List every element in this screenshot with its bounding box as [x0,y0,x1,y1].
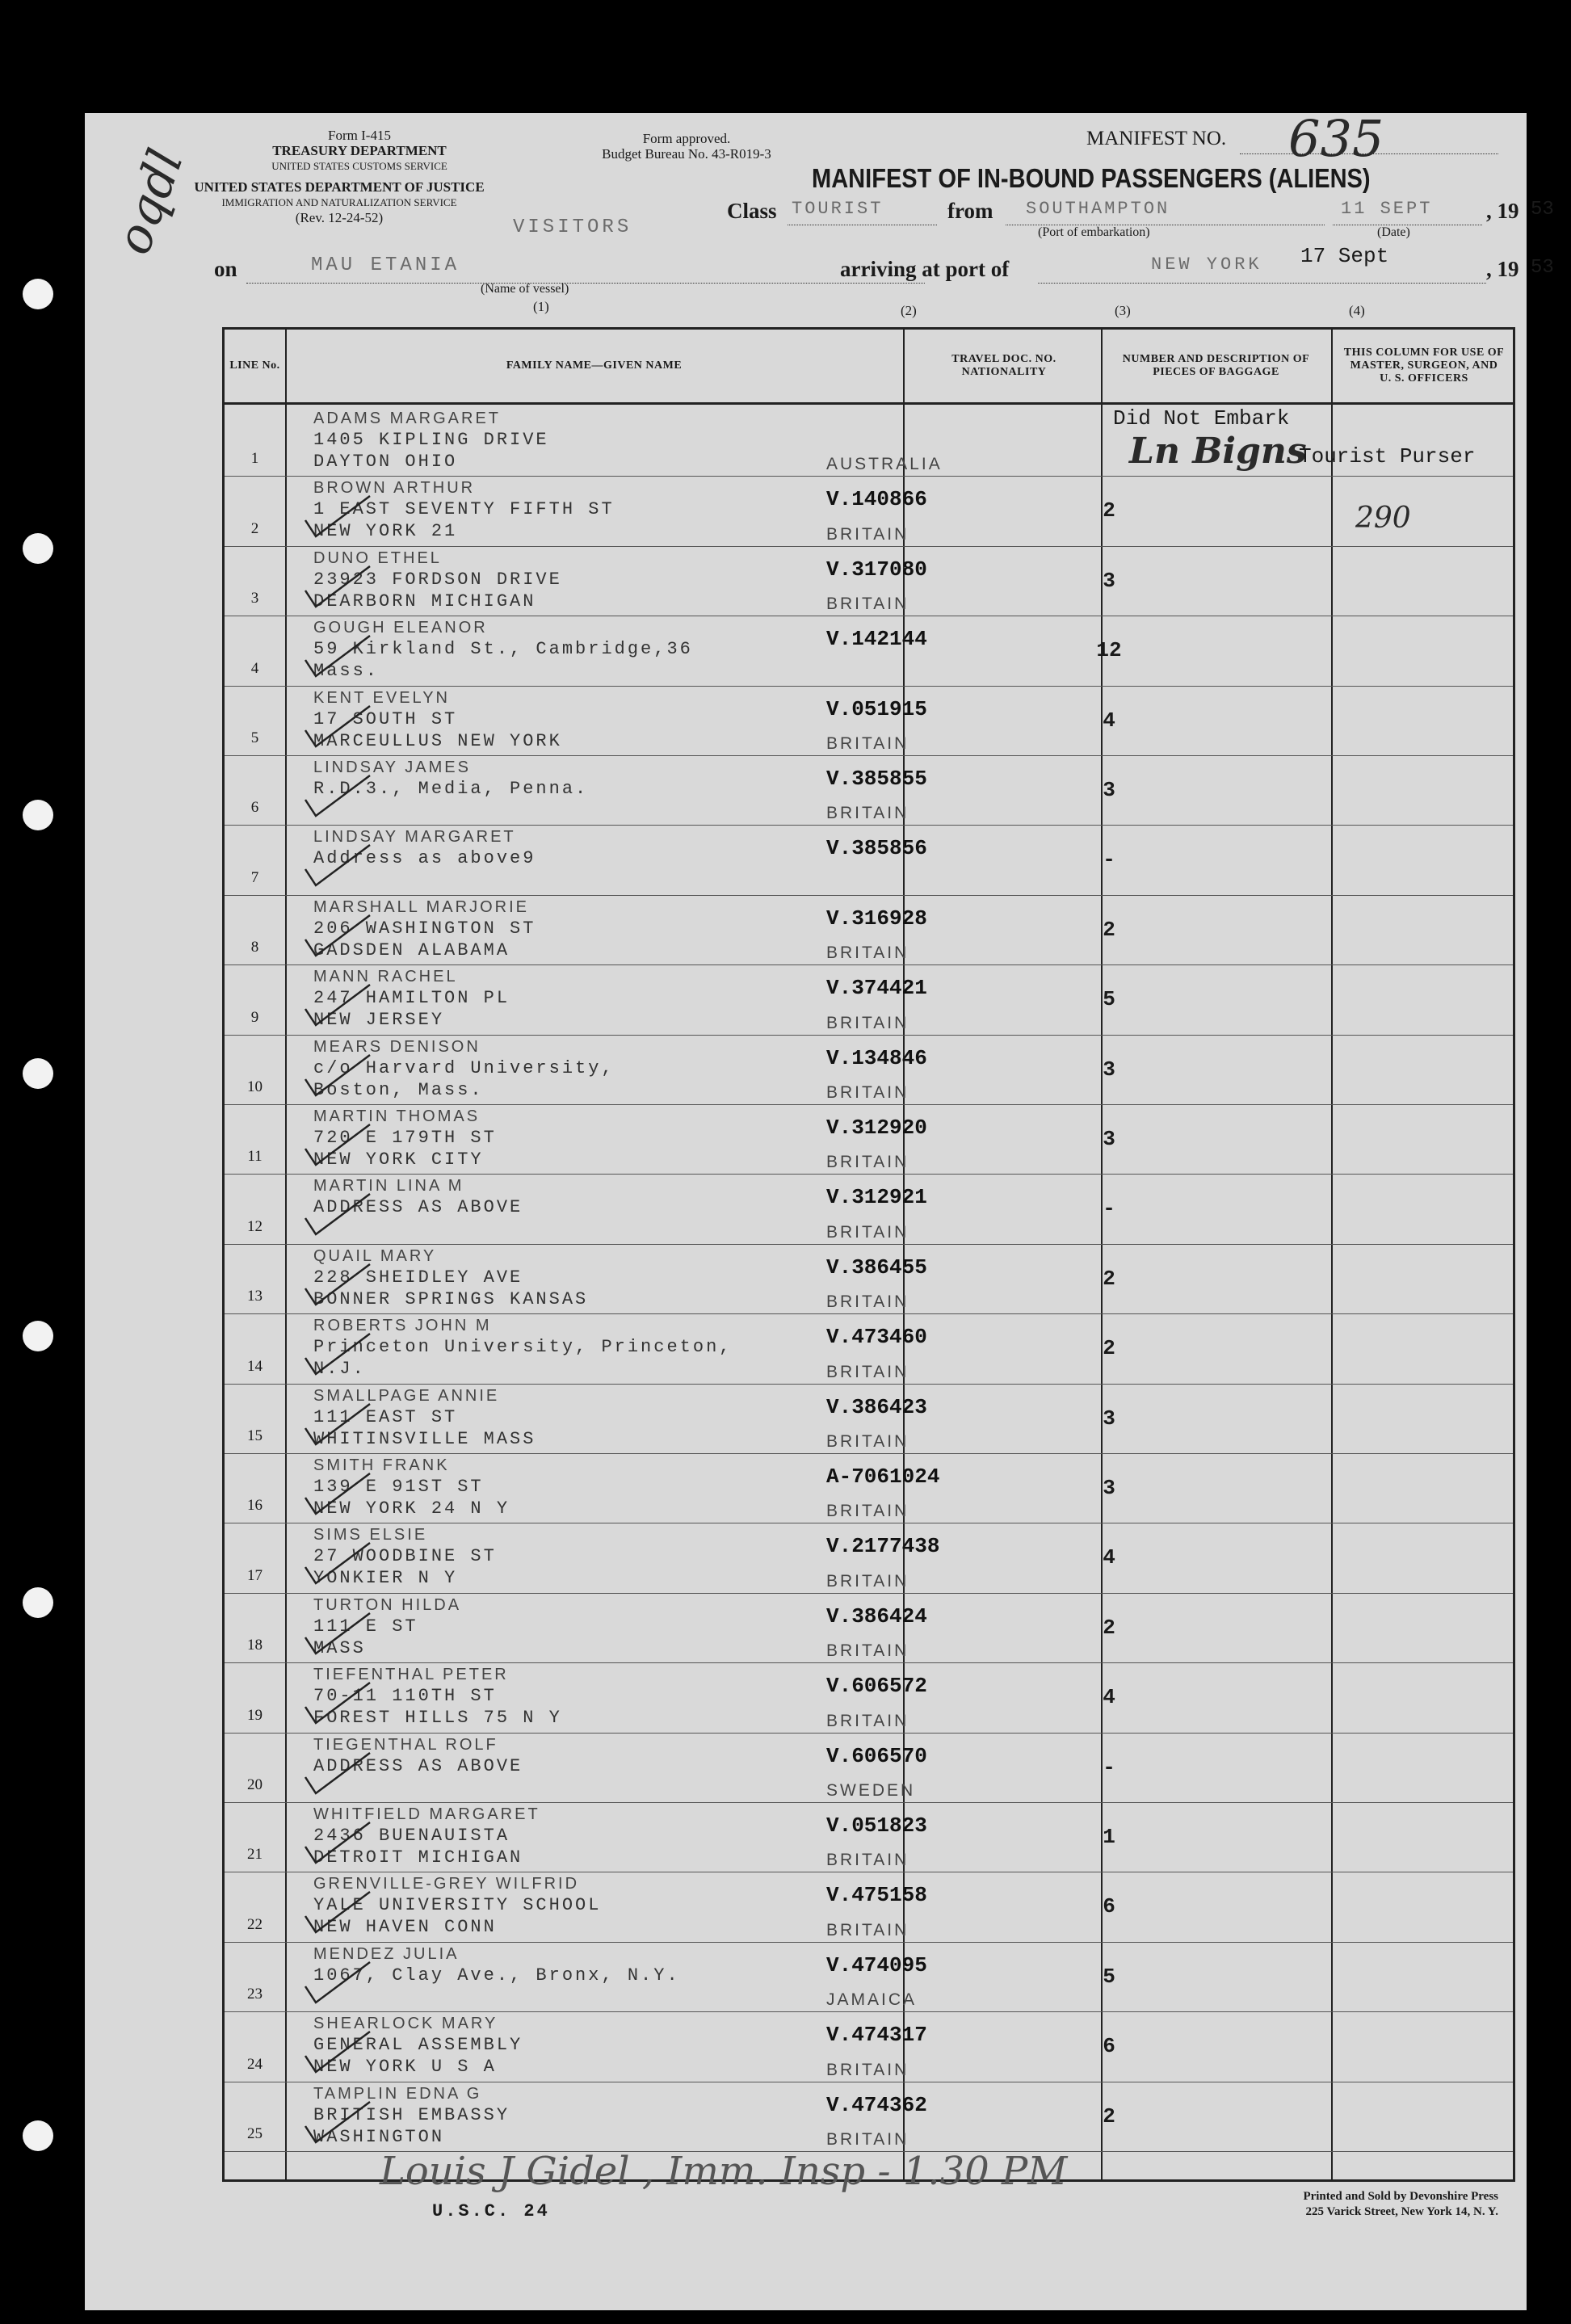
row-family-name: ADAMS MARGARET [313,410,502,427]
row-baggage: 2 [1103,1266,1115,1291]
binder-hole [23,2120,53,2151]
visitors-label: VISITORS [513,216,632,238]
check-mark-icon [301,1260,374,1309]
row-family-name: QUAIL MARY [313,1246,437,1265]
form-approved: Form approved. [642,131,731,146]
row-nationality: BRITAIN [826,1711,909,1730]
row-address: R.D.3., Media, Penna. [313,779,589,799]
row-address: 1 EAST SEVENTY FIFTH ST NEW YORK 21 [313,499,615,542]
row-line-number: 22 [247,1915,263,1933]
printer-line2: 225 Varick Street, New York 14, N. Y. [1305,2205,1498,2218]
row-address: Address as above9 [313,848,536,869]
row-baggage: 2 [1103,498,1115,523]
row-baggage: 2 [1103,917,1115,942]
row-travel-doc: V.316928 [826,906,927,931]
row-travel-doc: V.134846 [826,1045,927,1070]
col-number-3: (3) [1115,303,1131,318]
customs-service: UNITED STATES CUSTOMS SERVICE [271,160,447,172]
row-baggage: 5 [1103,1964,1115,1989]
binder-hole [23,800,53,830]
row-nationality: BRITAIN [826,595,909,614]
row-travel-doc: V.051915 [826,696,927,721]
row-line-number: 21 [247,1846,263,1864]
header-travel-doc: TRAVEL DOC. NO. NATIONALITY [951,353,1056,378]
row-address: 206 WASHINGTON ST GADSDEN ALABAMA [313,918,536,960]
manifest-no-label: MANIFEST NO. [1086,128,1227,149]
binder-hole [23,279,53,309]
row-baggage: - [1103,1196,1115,1221]
row-travel-doc: V.312920 [826,1116,927,1140]
arriving-label: arriving at port of [840,257,1010,281]
table-row [225,1453,1513,1523]
row-nationality: BRITAIN [826,943,909,963]
class-label: Class [727,199,777,223]
row-family-name: DUNO ETHEL [313,548,442,567]
row-nationality: BRITAIN [826,524,909,544]
row-nationality: BRITAIN [826,2129,909,2149]
row-nationality: BRITAIN [826,1502,909,1521]
row-address: 1405 KIPLING DRIVE DAYTON OHIO [313,430,549,472]
from-value: SOUTHAMPTON [1026,199,1170,219]
row-nationality: BRITAIN [826,1920,909,1939]
check-mark-icon [301,1609,374,1658]
row-family-name: TIEFENTHAL PETER [313,1666,509,1684]
col-number-2: (2) [901,303,917,318]
check-mark-icon [301,1679,374,1727]
row-line-number: 9 [250,1008,259,1026]
row-family-name: LINDSAY MARGARET [313,828,516,847]
row-travel-doc: V.606572 [826,1674,927,1699]
table-row [225,1662,1513,1732]
row-travel-doc: V.386423 [826,1394,927,1419]
table-row [225,476,1513,545]
check-mark-icon [301,981,374,1029]
row-address: 23923 FORDSON DRIVE DEARBORN MICHIGAN [313,569,562,611]
row-address: GENERAL ASSEMBLY NEW YORK U S A [313,2035,523,2078]
date-value: 11 SEPT [1341,199,1433,219]
row-family-name: SMITH FRANK [313,1456,450,1474]
row-travel-doc: V.386424 [826,1603,927,1628]
table-row [225,1802,1513,1872]
row-address: BRITISH EMBASSY WASHINGTON [313,2104,510,2147]
check-mark-icon [301,1051,374,1099]
row-address: 59 Kirkland St., Cambridge,36 Mass. [313,639,693,682]
row-nationality: BRITAIN [826,1082,909,1102]
row-address: 720 E 179TH ST NEW YORK CITY [313,1128,497,1170]
usc-number: U.S.C. 24 [432,2201,550,2221]
binder-hole [23,1058,53,1089]
row-baggage: 4 [1103,708,1115,733]
row-line-number: 11 [247,1148,263,1166]
table-row [225,1384,1513,1453]
check-mark-icon [301,702,374,750]
header-divider [225,402,1513,405]
row-baggage: 1 [1103,1825,1115,1849]
row-travel-doc: V.606570 [826,1743,927,1768]
row-nationality: BRITAIN [826,1362,909,1381]
row-line-number: 2 [250,519,259,537]
budget-info [569,131,804,162]
check-mark-icon [301,1120,374,1169]
row-line-number: 1 [250,450,259,468]
check-mark-icon [301,492,374,540]
row-line-number: 25 [247,2124,263,2142]
row-family-name: KENT EVELYN [313,688,450,707]
row-address: 111 E ST MASS [313,1616,418,1658]
row-line-number: 19 [247,1706,263,1724]
row-nationality: BRITAIN [826,1153,909,1172]
header-family-name: FAMILY NAME—GIVEN NAME [506,359,683,372]
justice-info [166,179,513,225]
table-row [225,616,1513,685]
check-mark-icon [301,1958,374,2007]
table-row [225,1174,1513,1243]
row-line-number: 13 [247,1288,263,1305]
row-line-number: 24 [247,2055,263,2073]
row-line-number: 16 [247,1497,263,1515]
row-travel-doc: V.312921 [826,1185,927,1210]
row-nationality: BRITAIN [826,1292,909,1312]
row-line-number: 6 [250,799,259,817]
header-officers: THIS COLUMN FOR USE OF MASTER, SURGEON, AND U. S. OFFICERS [1343,347,1505,385]
row-travel-doc: V.474362 [826,2092,927,2117]
printer-line1: Printed and Sold by Devonshire Press [1303,2190,1498,2203]
passenger-table [222,327,1515,2182]
on-label: on [214,257,237,281]
row-baggage: 3 [1103,568,1115,593]
check-mark-icon [301,1818,374,1867]
check-mark-icon [301,562,374,611]
row-baggage: 6 [1103,1894,1115,1919]
row-address: YALE UNIVERSITY SCHOOL NEW HAVEN CONN [313,1895,602,1938]
row-address: Princeton University, Princeton, N.J. [313,1337,733,1380]
row-address: 228 SHEIDLEY AVE BONNER SPRINGS KANSAS [313,1267,589,1309]
date-note: (Date) [1377,225,1410,239]
revision: (Rev. 12-24-52) [295,210,384,225]
row-family-name: MARSHALL MARJORIE [313,897,529,916]
row-family-name: GRENVILLE-GREY WILFRID [313,1875,580,1893]
check-mark-icon [301,2098,374,2146]
row-baggage: 6 [1103,2034,1115,2059]
from-label: from [947,199,993,223]
row-travel-doc: V.142144 [826,627,927,652]
row-family-name: BROWN ARTHUR [313,479,476,498]
row-nationality: SWEDEN [826,1780,916,1800]
row-travel-doc: V.474317 [826,2023,927,2048]
treasury-dept: TREASURY DEPARTMENT [272,143,447,158]
vessel-note: (Name of vessel) [481,282,569,296]
col-number-4: (4) [1349,303,1365,318]
table-row [225,895,1513,964]
row-nationality: AUSTRALIA [826,455,943,474]
table-row [225,546,1513,616]
row-baggage: 5 [1103,987,1115,1012]
row-travel-doc: V.473460 [826,1325,927,1350]
year2: 53 [1531,257,1554,279]
table-row [225,2011,1513,2081]
check-mark-icon [301,771,374,820]
row-address: 27 WOODBINE ST YONKIER N Y [313,1546,497,1589]
check-mark-icon [301,911,374,960]
row-family-name: WHITFIELD MARGARET [313,1805,540,1823]
col-number-1: (1) [533,299,549,314]
row-line-number: 8 [250,939,259,956]
table-row [225,1104,1513,1174]
row-line-number: 14 [247,1357,263,1375]
table-row [225,1872,1513,1941]
table-row [225,2082,1513,2151]
row-nationality: BRITAIN [826,733,909,753]
row-line-number: 5 [250,729,259,746]
arrival-date: 17 Sept [1300,244,1389,268]
table-row [225,1733,1513,1802]
binder-hole [23,533,53,564]
row-line-number: 23 [247,1986,263,2003]
budget-bureau: Budget Bureau No. 43-R019-3 [602,146,771,162]
table-row [225,686,1513,755]
row-travel-doc: V.386455 [826,1254,927,1280]
row-address: 247 HAMILTON PL NEW JERSEY [313,988,510,1031]
row-address: 111 EAST ST WHITINSVILLE MASS [313,1406,536,1449]
check-mark-icon [301,1330,374,1378]
check-mark-icon [301,2028,374,2076]
row-baggage: 4 [1103,1545,1115,1570]
row-nationality: BRITAIN [826,1571,909,1591]
ins-service: IMMIGRATION AND NATURALIZATION SERVICE [221,196,457,208]
row-line-number: 7 [250,868,259,886]
row-travel-doc: V.051823 [826,1813,927,1838]
row-family-name: MENDEZ JULIA [313,1944,460,1963]
inspector-signature: Louis J Gidel , Imm. Insp - 1.30 PM [380,2149,1068,2194]
row-baggage: 4 [1103,1685,1115,1710]
row-nationality: BRITAIN [826,1641,909,1661]
row-nationality: BRITAIN [826,1013,909,1032]
purser-signature: Ln Bigns [1129,431,1307,472]
header-line-no: LINE No. [229,359,280,372]
check-mark-icon [301,1888,374,1936]
vessel-name: MAU ETANIA [311,254,460,276]
table-row [225,1593,1513,1662]
manifest-number: 635 [1288,109,1384,168]
row-travel-doc: V.374421 [826,976,927,1001]
row-nationality: BRITAIN [826,1851,909,1870]
row-line-number: 17 [247,1566,263,1584]
passenger-count: 290 [1355,502,1411,535]
row-address: 139 E 91ST ST NEW YORK 24 N Y [313,1477,510,1519]
row-family-name: MARTIN LINA M [313,1177,464,1196]
row-family-name: MANN RACHEL [313,968,458,986]
year2-prefix: , 19 [1486,257,1519,281]
row-address: 1067, Clay Ave., Bronx, N.Y. [313,1965,680,1986]
row-baggage: 3 [1103,1127,1115,1151]
row-family-name: MARTIN THOMAS [313,1107,481,1125]
row-line-number: 12 [247,1217,263,1235]
header-baggage: NUMBER AND DESCRIPTION OF PIECES OF BAGGAGE [1122,353,1310,378]
row-family-name: GOUGH ELEANOR [313,619,488,637]
row-travel-doc: V.474095 [826,1952,927,1977]
table-row [225,1523,1513,1592]
row-baggage: 3 [1103,1476,1115,1500]
printer-credit [1208,2189,1498,2220]
row-nationality: BRITAIN [826,1222,909,1242]
table-row [225,1313,1513,1383]
check-mark-icon [301,841,374,889]
justice-dept: UNITED STATES DEPARTMENT OF JUSTICE [194,179,485,195]
row-line-number: 3 [250,590,259,607]
row-nationality: BRITAIN [826,2060,909,2079]
row-baggage: 3 [1103,1057,1115,1082]
check-mark-icon [301,1400,374,1448]
row-baggage: 2 [1103,1615,1115,1640]
row-address: ADDRESS AS ABOVE [313,1197,523,1218]
row-family-name: TIEGENTHAL ROLF [313,1735,498,1754]
table-row [225,755,1513,825]
did-not-embark-note: Did Not Embark [1113,406,1290,431]
year1-prefix: , 19 [1486,199,1519,223]
row-line-number: 10 [247,1078,263,1095]
row-family-name: ROBERTS JOHN M [313,1317,492,1335]
row-baggage: 2 [1103,2103,1115,2129]
row-line-number: 20 [247,1776,263,1793]
table-row [225,1942,1513,2011]
row-line-number: 15 [247,1427,263,1444]
row-family-name: LINDSAY JAMES [313,759,471,776]
row-address: c/o Harvard University, Boston, Mass. [313,1057,615,1100]
row-travel-doc: V.317080 [826,557,927,582]
row-baggage: - [1103,847,1115,872]
binder-hole [23,1587,53,1618]
port-name: NEW YORK [1151,254,1262,275]
row-family-name: TURTON HILDA [313,1595,462,1614]
check-mark-icon [301,632,374,680]
check-mark-icon [301,1539,374,1587]
table-row [225,964,1513,1034]
row-travel-doc: V.2177438 [826,1534,940,1559]
row-address: 2436 BUENAUISTA DETROIT MICHIGAN [313,1826,523,1868]
row-nationality: BRITAIN [826,1431,909,1451]
table-row [225,1035,1513,1104]
check-mark-icon [301,1749,374,1797]
row-nationality: JAMAICA [826,1990,918,2010]
row-family-name: SHEARLOCK MARY [313,2015,498,2033]
row-travel-doc: V.140866 [826,487,927,512]
corner-mark: oqdl [105,141,195,262]
row-baggage: 2 [1103,1336,1115,1361]
row-address: 17 SOUTH ST MARCEULLUS NEW YORK [313,708,562,751]
row-address: 70-11 110TH ST FOREST HILLS 75 N Y [313,1686,562,1729]
row-address: ADDRESS AS ABOVE [313,1755,523,1776]
row-family-name: SMALLPAGE ANNIE [313,1386,500,1405]
row-family-name: SIMS ELSIE [313,1526,428,1544]
row-nationality: BRITAIN [826,804,909,823]
check-mark-icon [301,1190,374,1238]
manifest-title: MANIFEST OF IN-BOUND PASSENGERS (ALIENS) [812,163,1371,193]
row-family-name: TAMPLIN EDNA G [313,2084,482,2103]
row-baggage: 3 [1103,778,1115,802]
check-mark-icon [301,1469,374,1518]
row-travel-doc: V.385855 [826,767,927,791]
row-travel-doc: V.385856 [826,836,927,861]
row-travel-doc: A-7061024 [826,1465,940,1489]
table-row [225,1244,1513,1313]
row-baggage: 3 [1103,1406,1115,1431]
from-note: (Port of embarkation) [1038,225,1150,239]
row-family-name: MEARS DENISON [313,1037,481,1056]
row-travel-doc: V.475158 [826,1883,927,1908]
row-line-number: 4 [250,659,259,677]
form-info [258,128,460,174]
class-value: TOURIST [792,199,884,219]
tourist-purser-note: Tourist Purser [1299,444,1476,469]
form-number: Form I-415 [328,128,391,143]
table-row [225,825,1513,894]
binder-hole [23,1321,53,1351]
row-line-number: 18 [247,1637,263,1654]
year1: 53 [1531,199,1554,221]
row-baggage: - [1103,1755,1115,1780]
manifest-sheet [85,109,1554,2310]
row-baggage: 12 [1096,638,1122,663]
